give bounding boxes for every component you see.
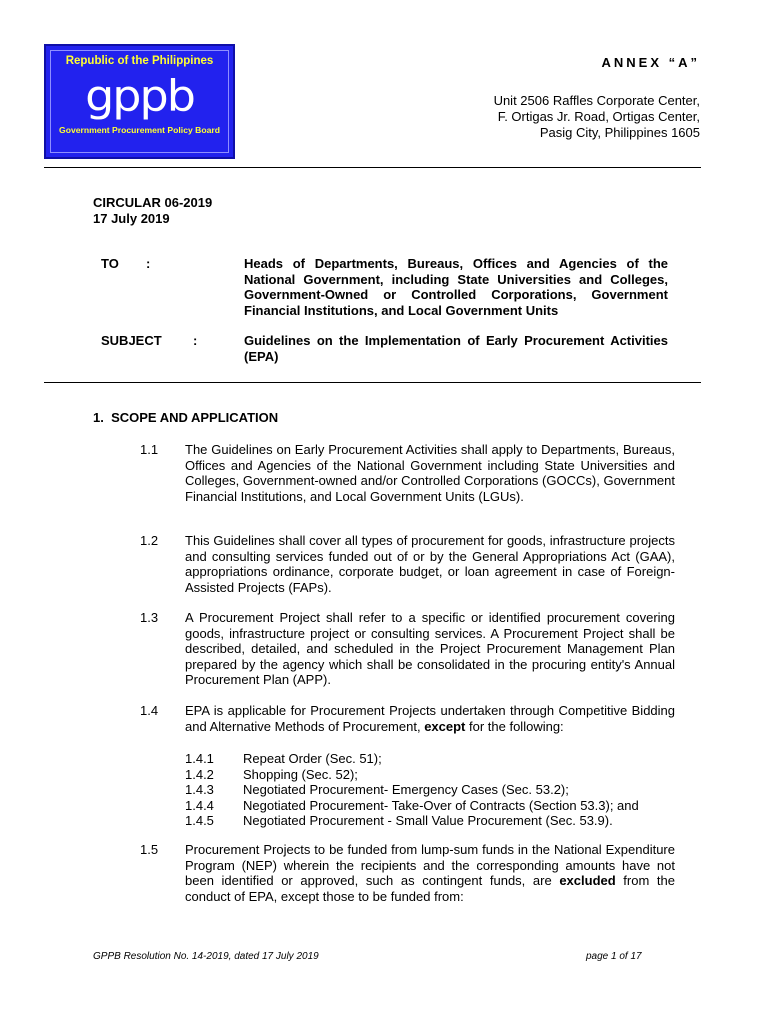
section-heading: 1. SCOPE AND APPLICATION — [93, 410, 279, 425]
item-number: 1.3 — [140, 610, 159, 625]
subject-label: SUBJECT — [101, 333, 162, 348]
to-recipients: Heads of Departments, Bureaus, Offices and Agencies of the National Government, including State Universities and Colleges, Government-Owned or Controlled Corporations, Government Financial Institutions, and Local Government Units — [244, 256, 668, 318]
subject-divider — [44, 382, 701, 383]
sub-item-list — [185, 751, 639, 829]
item-text — [185, 842, 675, 904]
sub-item-number: 1.4.2 — [185, 766, 214, 782]
footer-page-number: page 1 of 17 — [586, 951, 642, 962]
list-item — [185, 767, 639, 783]
item-number: 1.4 — [140, 703, 159, 718]
subject-text: Guidelines on the Implementation of Early Procurement Activities (EPA) — [244, 333, 668, 364]
footer-resolution: GPPB Resolution No. 14-2019, dated 17 July 2019 — [93, 951, 319, 962]
item-text-part: EPA is applicable for Procurement Projects undertaken through Competitive Bidding and Alternative Methods of Procurement, — [185, 703, 675, 734]
to-label: TO — [101, 256, 119, 271]
circular-info — [93, 195, 212, 227]
item-text-part: for the following: — [465, 718, 564, 734]
item-emphasis: excluded — [559, 873, 616, 889]
item-text: A Procurement Project shall refer to a specific or identified procurement covering goods, infrastructure project or consulting services. A Procurement Project shall be described, detailed, and scheduled in the Project Procurement Management Plan prepared by the agency which shall be consolidated in the procuring entity's Annual Procurement Plan (APP). — [185, 610, 675, 688]
office-address — [494, 93, 700, 141]
item-number: 1.5 — [140, 842, 159, 857]
item-text-part: from the conduct of EPA, except those to be funded from: — [185, 873, 676, 904]
item-number: 1.1 — [140, 442, 159, 457]
sub-item-text: Shopping (Sec. 52); — [243, 766, 358, 782]
sub-item-number: 1.4.3 — [185, 782, 214, 798]
sub-item-number: 1.4.1 — [185, 751, 214, 766]
logo-mark: gppb — [85, 71, 194, 121]
sub-item-number: 1.4.5 — [185, 813, 214, 829]
logo-top-text: Republic of the Philippines — [65, 55, 214, 67]
circular-number: CIRCULAR 06-2019 — [93, 195, 213, 210]
header-divider — [44, 167, 701, 168]
sub-item-text: Negotiated Procurement- Emergency Cases (Sec. 53.2); — [243, 782, 569, 798]
subject-colon: : — [193, 333, 198, 348]
to-colon: : — [146, 256, 151, 271]
item-text-part: Procurement Projects to be funded from lump-sum funds in the National Expenditure Program (NEP) wherein the recipients and the corresponding amounts have not been identified or approved, such as contingent funds, are — [185, 842, 675, 889]
sub-item-text: Negotiated Procurement - Small Value Procurement (Sec. 53.9). — [243, 813, 613, 829]
item-number: 1.2 — [140, 533, 159, 548]
sub-item-number: 1.4.4 — [185, 797, 214, 813]
sub-item-text: Negotiated Procurement- Take-Over of Contracts (Section 53.3); and — [243, 797, 639, 813]
item-emphasis: except — [424, 718, 466, 734]
list-item — [185, 751, 639, 767]
gppb-logo — [44, 44, 235, 159]
address-line: Pasig City, Philippines 1605 — [539, 125, 700, 140]
address-line: F. Ortigas Jr. Road, Ortigas Center, — [497, 109, 700, 124]
logo-bottom-text: Government Procurement Policy Board — [59, 125, 220, 135]
item-text: The Guidelines on Early Procurement Activities shall apply to Departments, Bureaus, Offices and Agencies of the National Government including State Universities and Colleges, Government-owned and/or Controlled Corporations (GOCCs), Government Financial Institutions, and Local Government Units (LGUs). — [185, 442, 675, 504]
circular-date: 17 July 2019 — [93, 211, 170, 226]
list-item — [185, 798, 639, 814]
item-text: This Guidelines shall cover all types of procurement for goods, infrastructure projects and consulting services funded out of or by the General Appropriations Act (GAA), appropriations ordinance, corporate budget, or loan agreement in case of Foreign-Assisted Projects (FAPs). — [185, 533, 675, 595]
item-text — [185, 703, 675, 734]
list-item — [185, 813, 639, 829]
sub-item-text: Repeat Order (Sec. 51); — [243, 751, 382, 766]
annex-title: ANNEX “A” — [601, 55, 700, 70]
address-line: Unit 2506 Raffles Corporate Center, — [493, 93, 700, 108]
list-item — [185, 782, 639, 798]
